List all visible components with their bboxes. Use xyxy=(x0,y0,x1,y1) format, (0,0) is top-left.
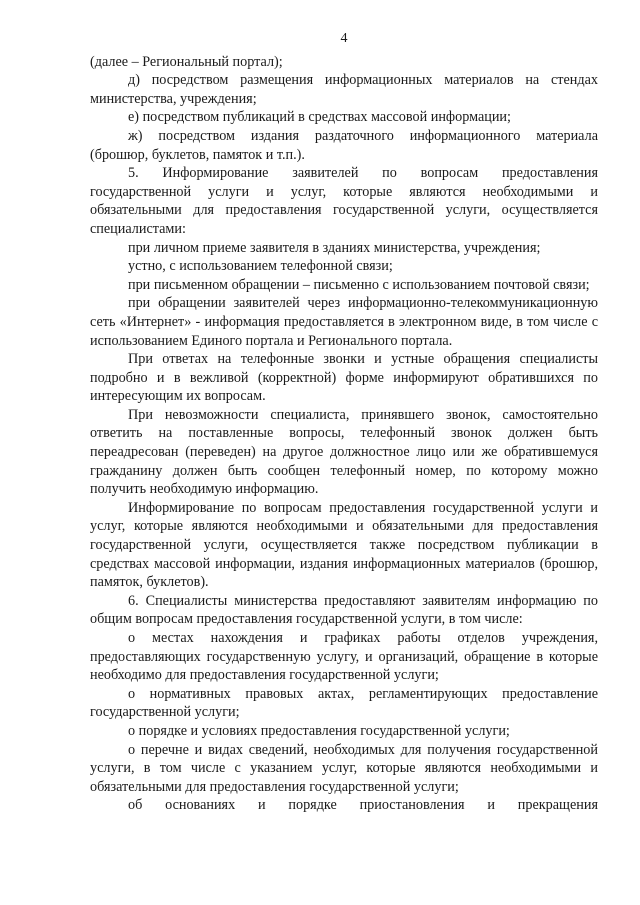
paragraph-info-list: о перечне и видах сведений, необходимых для получения государственной услуги, в том числе с указанием услуг, которые являются необходимыми и обязательными для предоставления государственной услуги; xyxy=(90,741,598,795)
page-number: 4 xyxy=(340,31,348,46)
paragraph-legal-acts: о нормативных правовых актах, регламентирующих предоставление государственной услуги; xyxy=(90,685,598,721)
paragraph-item-d: д) посредством размещения информационных материалов на стендах министерства, учреждения; xyxy=(90,72,598,107)
paragraph-regional-portal: (далее – Региональный портал); xyxy=(90,53,283,70)
paragraph-conditions: о порядке и условиях предоставления государственной услуги; xyxy=(128,722,510,739)
paragraph-written: при письменном обращении – письменно с использованием почтовой связи; xyxy=(128,276,590,293)
paragraph-phone-answers: При ответах на телефонные звонки и устные обращения специалисты подробно и в вежливой (корректной) форме информируют обратившихся по интересующим их вопросам. xyxy=(90,351,598,405)
paragraph-media-info: Информирование по вопросам предоставления государственной услуги и услуг, которые являются необходимыми и обязательными для предоставления государственной услуги, осуществляется также посредством публикации в средствах массовой информации, издания информационных материалов (брошюр, памяток, буклетов). xyxy=(90,499,598,591)
paragraph-internet: при обращении заявителей через информационно-телекоммуникационную сеть «Интернет» - информация предоставляется в электронном виде, в том числе с использованием Единого портала и Регионального портала. xyxy=(90,295,598,349)
paragraph-locations: о местах нахождения и графиках работы отделов учреждения, предоставляющих государственную услугу, и организаций, обращение в которые необходимо для предоставления государственной услуги; xyxy=(90,630,598,684)
paragraph-section-5: 5. Информирование заявителей по вопросам предоставления государственной услуги и услуг, которые являются необходимыми и обязательными для предоставления государственной услуги, осуществляется специалистами: xyxy=(90,165,598,237)
paragraph-item-e: е) посредством публикаций в средствах массовой информации; xyxy=(128,109,511,126)
document-page xyxy=(90,30,598,815)
paragraph-phone: устно, с использованием телефонной связи; xyxy=(128,258,393,275)
paragraph-suspension: об основаниях и порядке приостановления и прекращения xyxy=(128,797,598,814)
paragraph-personal-reception: при личном приеме заявителя в зданиях министерства, учреждения; xyxy=(128,239,541,256)
paragraph-item-zh: ж) посредством издания раздаточного информационного материала (брошюр, буклетов, памяток и т.п.). xyxy=(90,127,598,163)
paragraph-redirect: При невозможности специалиста, принявшего звонок, самостоятельно ответить на поставленные вопросы, телефонный звонок должен быть переадресован (переведен) на другое должностное лицо или же обратившемуся гражданину должен быть сообщен телефонный номер, по которому можно получить необходимую информацию. xyxy=(90,406,598,498)
paragraph-section-6: 6. Специалисты министерства предоставляют заявителям информацию по общим вопросам предоставления государственной услуги, в том числе: xyxy=(90,592,598,628)
